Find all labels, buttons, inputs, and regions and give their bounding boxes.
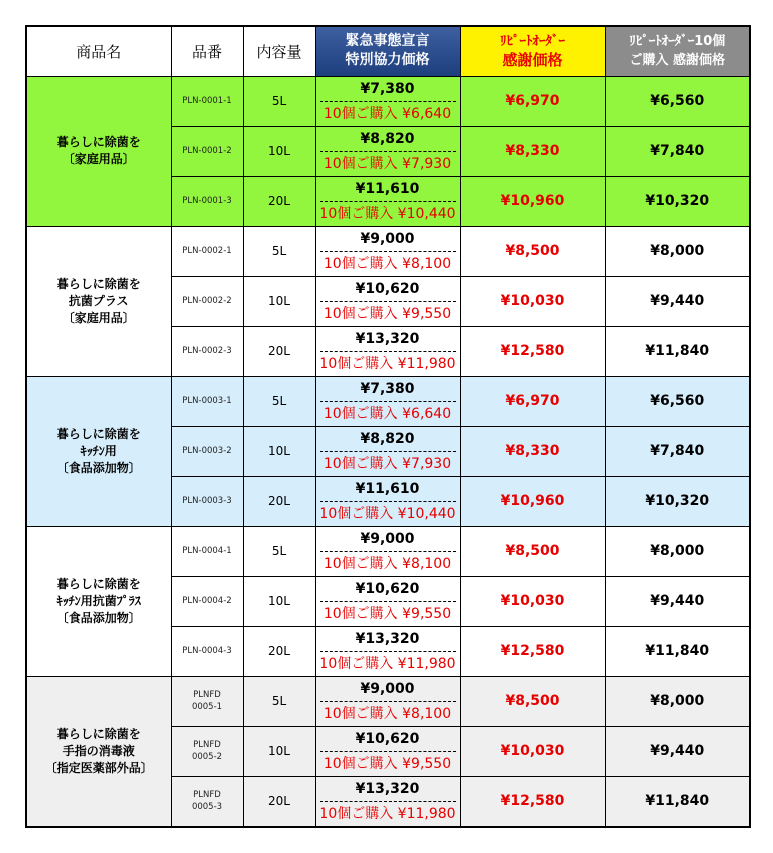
special-price: ¥13,320	[320, 627, 456, 652]
product-name-line: 暮らしに除菌を	[56, 726, 141, 741]
product-row	[26, 376, 750, 426]
product-code: PLN-0001-2	[171, 126, 243, 176]
special-price-10pcs: 10個ご購入 ¥8,100	[323, 555, 452, 572]
product-row	[26, 526, 750, 576]
product-name-line: ｷｯﾁﾝ用	[80, 443, 117, 458]
special-price-cell	[315, 526, 460, 576]
repeat-price: ¥10,960	[460, 476, 605, 526]
special-price: ¥7,380	[320, 377, 456, 402]
special-price-cell	[315, 426, 460, 476]
product-name-line: 暮らしに除菌を	[56, 576, 141, 591]
header-repeat10-line2: ご購入 感謝価格	[629, 53, 726, 69]
product-name-line: 手指の消毒液	[62, 743, 135, 758]
special-price-10pcs: 10個ご購入 ¥9,550	[323, 605, 452, 622]
special-price-10pcs: 10個ご購入 ¥8,100	[323, 255, 452, 272]
header-row	[26, 26, 750, 76]
product-name-cell	[26, 76, 171, 226]
product-code: PLNFD 0005-2	[171, 726, 243, 776]
special-price-cell	[315, 476, 460, 526]
product-volume: 5L	[243, 226, 315, 276]
header-emergency-price	[315, 26, 460, 76]
repeat-price: ¥8,500	[460, 226, 605, 276]
special-price-10pcs: 10個ご購入 ¥10,440	[319, 505, 456, 522]
product-volume: 10L	[243, 126, 315, 176]
product-code: PLNFD 0005-3	[171, 776, 243, 827]
special-price: ¥10,620	[320, 577, 456, 602]
product-volume: 20L	[243, 176, 315, 226]
product-volume: 5L	[243, 376, 315, 426]
special-price: ¥9,000	[320, 227, 456, 252]
repeat10-price: ¥8,000	[605, 526, 750, 576]
repeat10-price: ¥8,000	[605, 226, 750, 276]
special-price: ¥9,000	[320, 527, 456, 552]
special-price-10pcs: 10個ご購入 ¥10,440	[319, 205, 456, 222]
product-name-line: 〔家庭用品〕	[62, 310, 135, 325]
repeat10-price: ¥6,560	[605, 76, 750, 126]
repeat-price: ¥8,330	[460, 426, 605, 476]
repeat-price: ¥12,580	[460, 776, 605, 827]
repeat10-price: ¥8,000	[605, 676, 750, 726]
special-price: ¥8,820	[320, 127, 456, 152]
product-code: PLNFD 0005-1	[171, 676, 243, 726]
special-price: ¥11,610	[320, 177, 456, 202]
special-price-10pcs: 10個ご購入 ¥11,980	[319, 655, 456, 672]
special-price: ¥7,380	[320, 77, 456, 102]
repeat-price: ¥10,030	[460, 726, 605, 776]
price-table	[25, 25, 751, 828]
product-volume: 20L	[243, 626, 315, 676]
special-price-10pcs: 10個ご購入 ¥9,550	[323, 305, 452, 322]
product-volume: 5L	[243, 76, 315, 126]
repeat-price: ¥10,030	[460, 576, 605, 626]
product-row	[26, 676, 750, 726]
product-row	[26, 76, 750, 126]
product-volume: 5L	[243, 526, 315, 576]
product-code: PLN-0002-2	[171, 276, 243, 326]
repeat-price: ¥12,580	[460, 326, 605, 376]
repeat-price: ¥10,960	[460, 176, 605, 226]
header-product-name: 商品名	[26, 26, 171, 76]
special-price: ¥13,320	[320, 327, 456, 352]
product-name-line: 暮らしに除菌を	[56, 426, 141, 441]
repeat10-price: ¥9,440	[605, 726, 750, 776]
product-name-line: 抗菌プラス	[68, 293, 129, 308]
special-price-cell	[315, 776, 460, 827]
special-price-10pcs: 10個ご購入 ¥11,980	[319, 805, 456, 822]
product-volume: 10L	[243, 426, 315, 476]
product-volume: 10L	[243, 576, 315, 626]
special-price-10pcs: 10個ご購入 ¥11,980	[319, 355, 456, 372]
repeat10-price: ¥9,440	[605, 276, 750, 326]
product-code: PLN-0001-1	[171, 76, 243, 126]
special-price-cell	[315, 676, 460, 726]
special-price-cell	[315, 176, 460, 226]
product-name-line: 暮らしに除菌を	[56, 135, 141, 149]
product-code: PLN-0004-3	[171, 626, 243, 676]
header-repeat10-line1: ﾘﾋﾟｰﾄｵｰﾀﾞｰ10個	[629, 34, 726, 50]
repeat-price: ¥6,970	[460, 376, 605, 426]
product-code: PLN-0003-1	[171, 376, 243, 426]
product-name-line: 〔家庭用品〕	[62, 152, 135, 166]
special-price-cell	[315, 276, 460, 326]
header-emergency-line2: 特別協力価格	[345, 52, 430, 69]
product-code: PLN-0001-3	[171, 176, 243, 226]
special-price: ¥13,320	[320, 777, 456, 802]
product-row	[26, 226, 750, 276]
product-name-line: 〔食品添加物〕	[56, 460, 141, 475]
product-name-line: 暮らしに除菌を	[56, 276, 141, 291]
product-code: PLN-0003-2	[171, 426, 243, 476]
product-name-cell	[26, 226, 171, 376]
repeat-price: ¥10,030	[460, 276, 605, 326]
repeat-price: ¥8,330	[460, 126, 605, 176]
product-name-cell	[26, 526, 171, 676]
header-repeat-line1: ﾘﾋﾟｰﾄｵｰﾀﾞｰ	[500, 34, 565, 50]
product-code: PLN-0004-1	[171, 526, 243, 576]
product-code: PLN-0002-3	[171, 326, 243, 376]
special-price: ¥9,000	[320, 677, 456, 702]
repeat-price: ¥8,500	[460, 526, 605, 576]
special-price: ¥10,620	[320, 727, 456, 752]
repeat-price: ¥6,970	[460, 76, 605, 126]
product-volume: 20L	[243, 326, 315, 376]
special-price-10pcs: 10個ご購入 ¥8,100	[323, 705, 452, 722]
special-price-cell	[315, 376, 460, 426]
special-price-cell	[315, 226, 460, 276]
header-volume: 内容量	[243, 26, 315, 76]
special-price-cell	[315, 326, 460, 376]
product-name-line: 〔指定医薬部外品〕	[44, 760, 153, 775]
repeat10-price: ¥6,560	[605, 376, 750, 426]
product-name-cell	[26, 676, 171, 827]
product-name-line: ｷｯﾁﾝ用抗菌ﾌﾟﾗｽ	[56, 593, 141, 608]
product-name-line: 〔食品添加物〕	[56, 610, 141, 625]
repeat10-price: ¥11,840	[605, 776, 750, 827]
special-price: ¥8,820	[320, 427, 456, 452]
repeat10-price: ¥11,840	[605, 326, 750, 376]
product-code: PLN-0004-2	[171, 576, 243, 626]
header-repeat10-price	[605, 26, 750, 76]
repeat-price: ¥8,500	[460, 676, 605, 726]
special-price-10pcs: 10個ご購入 ¥6,640	[323, 405, 452, 422]
product-volume: 10L	[243, 726, 315, 776]
special-price-10pcs: 10個ご購入 ¥7,930	[323, 155, 452, 172]
special-price-cell	[315, 126, 460, 176]
special-price-cell	[315, 726, 460, 776]
header-repeat-line2: 感謝価格	[502, 51, 563, 70]
product-code: PLN-0003-3	[171, 476, 243, 526]
special-price-cell	[315, 626, 460, 676]
repeat10-price: ¥7,840	[605, 426, 750, 476]
repeat10-price: ¥7,840	[605, 126, 750, 176]
special-price-cell	[315, 76, 460, 126]
repeat10-price: ¥9,440	[605, 576, 750, 626]
product-name-cell	[26, 376, 171, 526]
product-code: PLN-0002-1	[171, 226, 243, 276]
product-volume: 10L	[243, 276, 315, 326]
header-product-code: 品番	[171, 26, 243, 76]
repeat10-price: ¥11,840	[605, 626, 750, 676]
repeat10-price: ¥10,320	[605, 176, 750, 226]
header-emergency-line1: 緊急事態宣言	[345, 33, 430, 50]
special-price-10pcs: 10個ご購入 ¥7,930	[323, 455, 452, 472]
product-volume: 20L	[243, 476, 315, 526]
special-price: ¥11,610	[320, 477, 456, 502]
header-repeat-price	[460, 26, 605, 76]
product-volume: 20L	[243, 776, 315, 827]
product-volume: 5L	[243, 676, 315, 726]
special-price-10pcs: 10個ご購入 ¥9,550	[323, 755, 452, 772]
special-price-10pcs: 10個ご購入 ¥6,640	[323, 105, 452, 122]
special-price: ¥10,620	[320, 277, 456, 302]
price-table-body	[26, 76, 750, 827]
special-price-cell	[315, 576, 460, 626]
repeat10-price: ¥10,320	[605, 476, 750, 526]
repeat-price: ¥12,580	[460, 626, 605, 676]
